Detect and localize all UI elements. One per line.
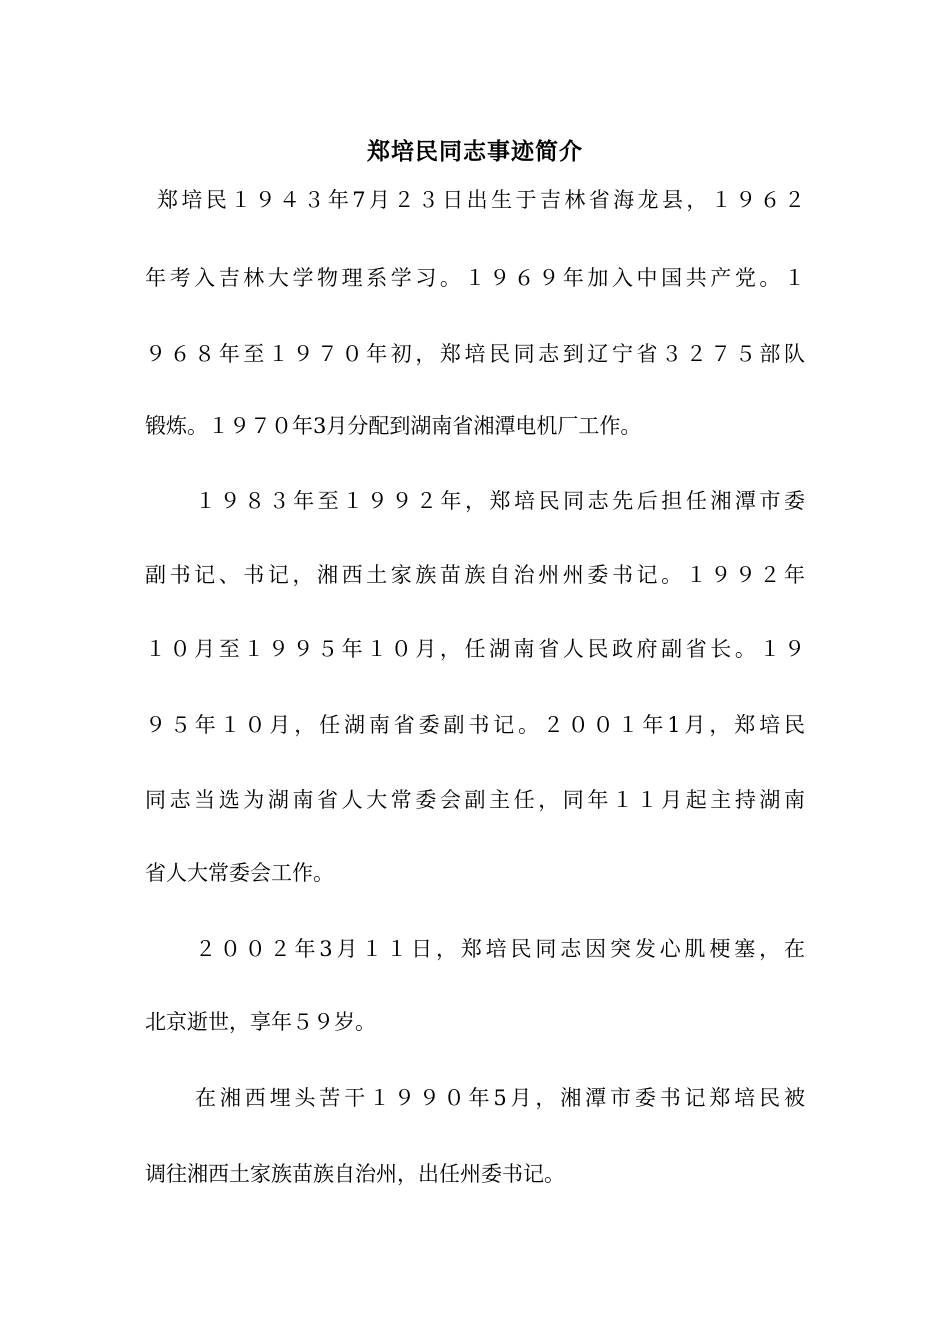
paragraph-line: １０月至１９９５年１０月，任湖南省人民政府副省长。１９: [145, 637, 805, 661]
paragraph-line: 省人大常委会工作。: [145, 861, 334, 885]
paragraph-line: 郑培民１９４３年7月２３日出生于吉林省海龙县，１９６２: [157, 188, 805, 212]
document-title: 郑培民同志事迹简介: [367, 138, 583, 165]
paragraph-line: 调往湘西土家族苗族自治州，出任州委书记。: [145, 1162, 565, 1186]
paragraph-line: 锻炼。１９７０年3月分配到湖南省湘潭电机厂工作。: [145, 414, 642, 438]
paragraph-line: 年考入吉林大学物理系学习。１９６９年加入中国共产党。１: [145, 266, 805, 290]
paragraph-line: 北京逝世，享年５９岁。: [145, 1010, 376, 1034]
paragraph-line: ９５年１０月，任湖南省委副书记。２００１年1月，郑培民: [145, 713, 805, 737]
paragraph-line: 副书记、书记，湘西土家族苗族自治州州委书记。１９９２年: [145, 563, 805, 587]
paragraph-line: １９８３年至１９９２年，郑培民同志先后担任湘潭市委: [195, 489, 805, 513]
paragraph-line: 在湘西埋头苦干１９９０年5月，湘潭市委书记郑培民被: [195, 1086, 805, 1110]
paragraph-line: 同志当选为湖南省人大常委会副主任，同年１１月起主持湖南: [145, 788, 805, 812]
paragraph-line: ２００２年3月１１日，郑培民同志因突发心肌梗塞，在: [195, 937, 805, 961]
paragraph-line: ９６８年至１９７０年初，郑培民同志到辽宁省３２７５部队: [145, 342, 805, 366]
